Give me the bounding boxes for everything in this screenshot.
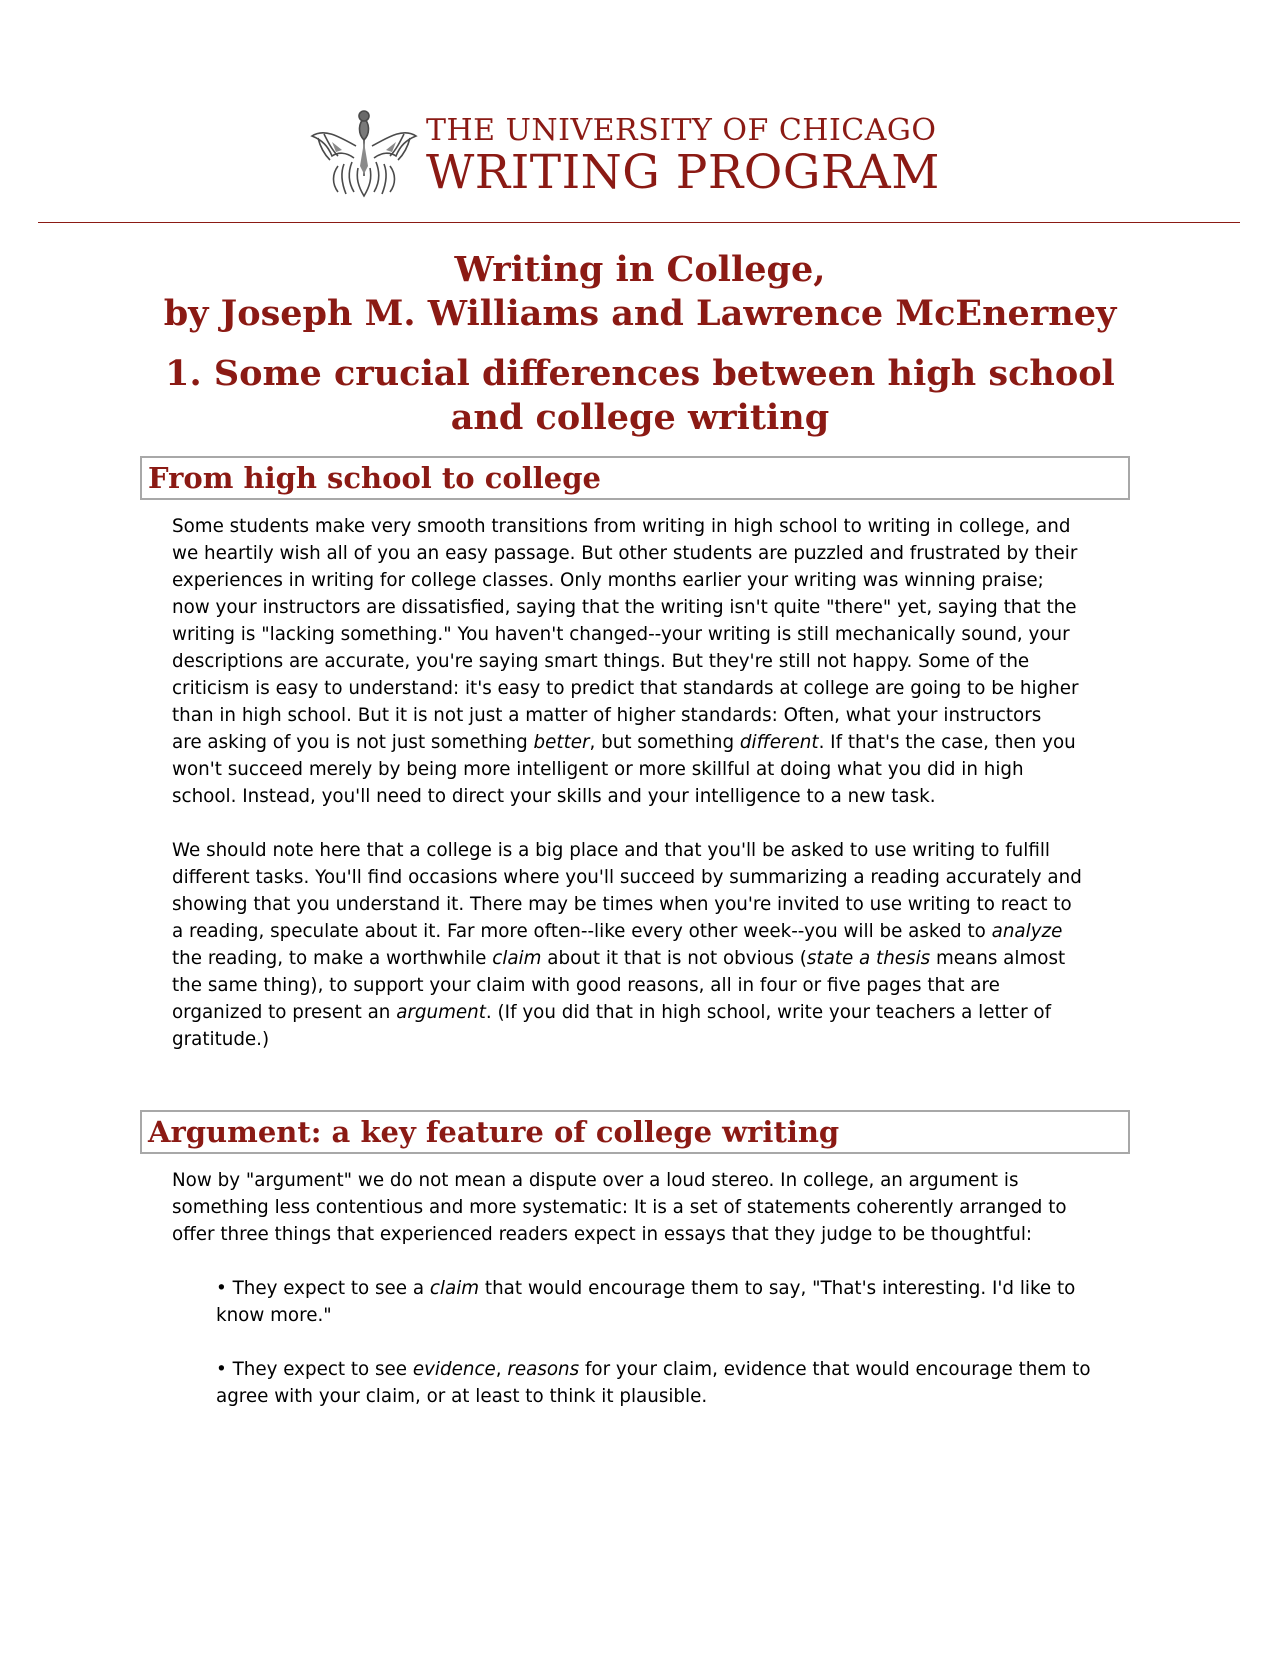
text-line: showing that you understand it. There may be times when you're invited to use writing to react to xyxy=(172,894,1072,915)
text-line: descriptions are accurate, you're saying smart things. But they're still not happy. Some of the xyxy=(172,651,1030,672)
emphasis-text: state a thesis xyxy=(806,948,931,969)
emphasis-text: argument xyxy=(396,1002,486,1023)
text-line: Now by "argument" we do not mean a dispute over a loud stereo. In college, an argument is xyxy=(172,1170,1019,1191)
text-segment: are asking of you is not just something xyxy=(172,732,534,753)
chapter-title-line-2: and college writing xyxy=(450,397,830,438)
text-line: than in high school. But it is not just a matter of higher standards: Often, what your instructors xyxy=(172,705,1042,726)
text-line xyxy=(172,999,1142,1026)
text-line: gratitude.) xyxy=(172,1029,270,1050)
text-line xyxy=(172,918,1142,945)
bullet-claim: • They expect to see a claim that would encourage them to say, "That's interesting. I'd like to know more." xyxy=(216,1278,1076,1326)
text-line: now your instructors are dissatisfied, saying that the writing isn't quite "there" yet, saying that the xyxy=(172,597,1077,618)
text-line: writing is "lacking something." You haven't changed--your writing is still mechanically sound, your xyxy=(172,624,1070,645)
text-line: the same thing), to support your claim with good reasons, all in four or five pages that are xyxy=(172,975,1000,996)
title-line-authors: by Joseph M. Williams and Lawrence McEnerney xyxy=(163,293,1117,334)
text-line: won't succeed merely by being more intelligent or more skillful at doing what you did in high xyxy=(172,759,1024,780)
emphasis-text: analyze xyxy=(991,921,1063,942)
text-line: Some students make very smooth transitions from writing in high school to writing in college, and xyxy=(172,516,1071,537)
section1-paragraph-2 xyxy=(172,837,1142,1053)
text-line: experiences in writing for college classes. Only months earlier your writing was winning praise; xyxy=(172,570,1044,591)
text-line: different tasks. You'll find occasions where you'll succeed by summarizing a reading accurately and xyxy=(172,867,1082,888)
bullet-evidence: • They expect to see evidence, reasons for your claim, evidence that would encourage them to agree with your claim, or at least to think it plausible. xyxy=(216,1359,1091,1407)
logo-university-name: THE UNIVERSITY OF CHICAGO xyxy=(426,113,937,148)
page-header xyxy=(0,100,1280,200)
text-line: criticism is easy to understand: it's easy to predict that standards at college are going to be higher xyxy=(172,678,1079,699)
emphasis-reasons: reasons xyxy=(507,1359,580,1380)
text-line: school. Instead, you'll need to direct your skills and your intelligence to a new task. xyxy=(172,786,936,807)
emphasis-claim: claim xyxy=(429,1278,480,1299)
text-segment: about it that is not obvious ( xyxy=(541,948,807,969)
emphasis-text: better xyxy=(533,732,590,753)
section-heading-argument: Argument: a key feature of college writing xyxy=(140,1110,1130,1154)
phoenix-seal-icon xyxy=(308,106,420,200)
text-segment: . If that's the case, then you xyxy=(818,732,1076,753)
chapter-title-line-1: 1. Some crucial differences between high school xyxy=(165,353,1115,394)
writing-program-logo[interactable] xyxy=(308,100,968,200)
text-line: We should note here that a college is a big place and that you'll be asked to use writing to fulfill xyxy=(172,840,1050,861)
text-segment: the reading, to make a worthwhile xyxy=(172,948,493,969)
text-line: we heartily wish all of you an easy passage. But other students are puzzled and frustrated by their xyxy=(172,543,1078,564)
text-line: offer three things that experienced readers expect in essays that they judge to be thoughtful: xyxy=(172,1224,1033,1245)
logo-program-name: WRITING PROGRAM xyxy=(426,145,940,200)
bullet-marker: • xyxy=(216,1359,227,1380)
emphasis-text: different xyxy=(739,732,819,753)
document-title xyxy=(0,248,1280,440)
text-segment: organized to present an xyxy=(172,1002,397,1023)
text-line: something less contentious and more systematic: It is a set of statements coherently arranged to xyxy=(172,1197,1067,1218)
section1-paragraph-1 xyxy=(172,513,1142,810)
header-divider xyxy=(38,222,1240,223)
emphasis-text: claim xyxy=(492,948,542,969)
text-line xyxy=(172,945,1142,972)
text-segment: means almost xyxy=(930,948,1066,969)
section2-paragraph-1 xyxy=(172,1167,1142,1248)
section-heading-high-school-to-college: From high school to college xyxy=(140,456,1130,500)
title-line-1: Writing in College, xyxy=(454,249,826,290)
text-segment: . (If you did that in high school, write your teachers a letter of xyxy=(485,1002,1052,1023)
bullet-marker: • xyxy=(216,1278,227,1299)
text-line xyxy=(172,729,1142,756)
text-segment: , but something xyxy=(589,732,740,753)
text-segment: a reading, speculate about it. Far more often--like every other week--you will be asked to xyxy=(172,921,992,942)
emphasis-evidence: evidence xyxy=(412,1359,496,1380)
